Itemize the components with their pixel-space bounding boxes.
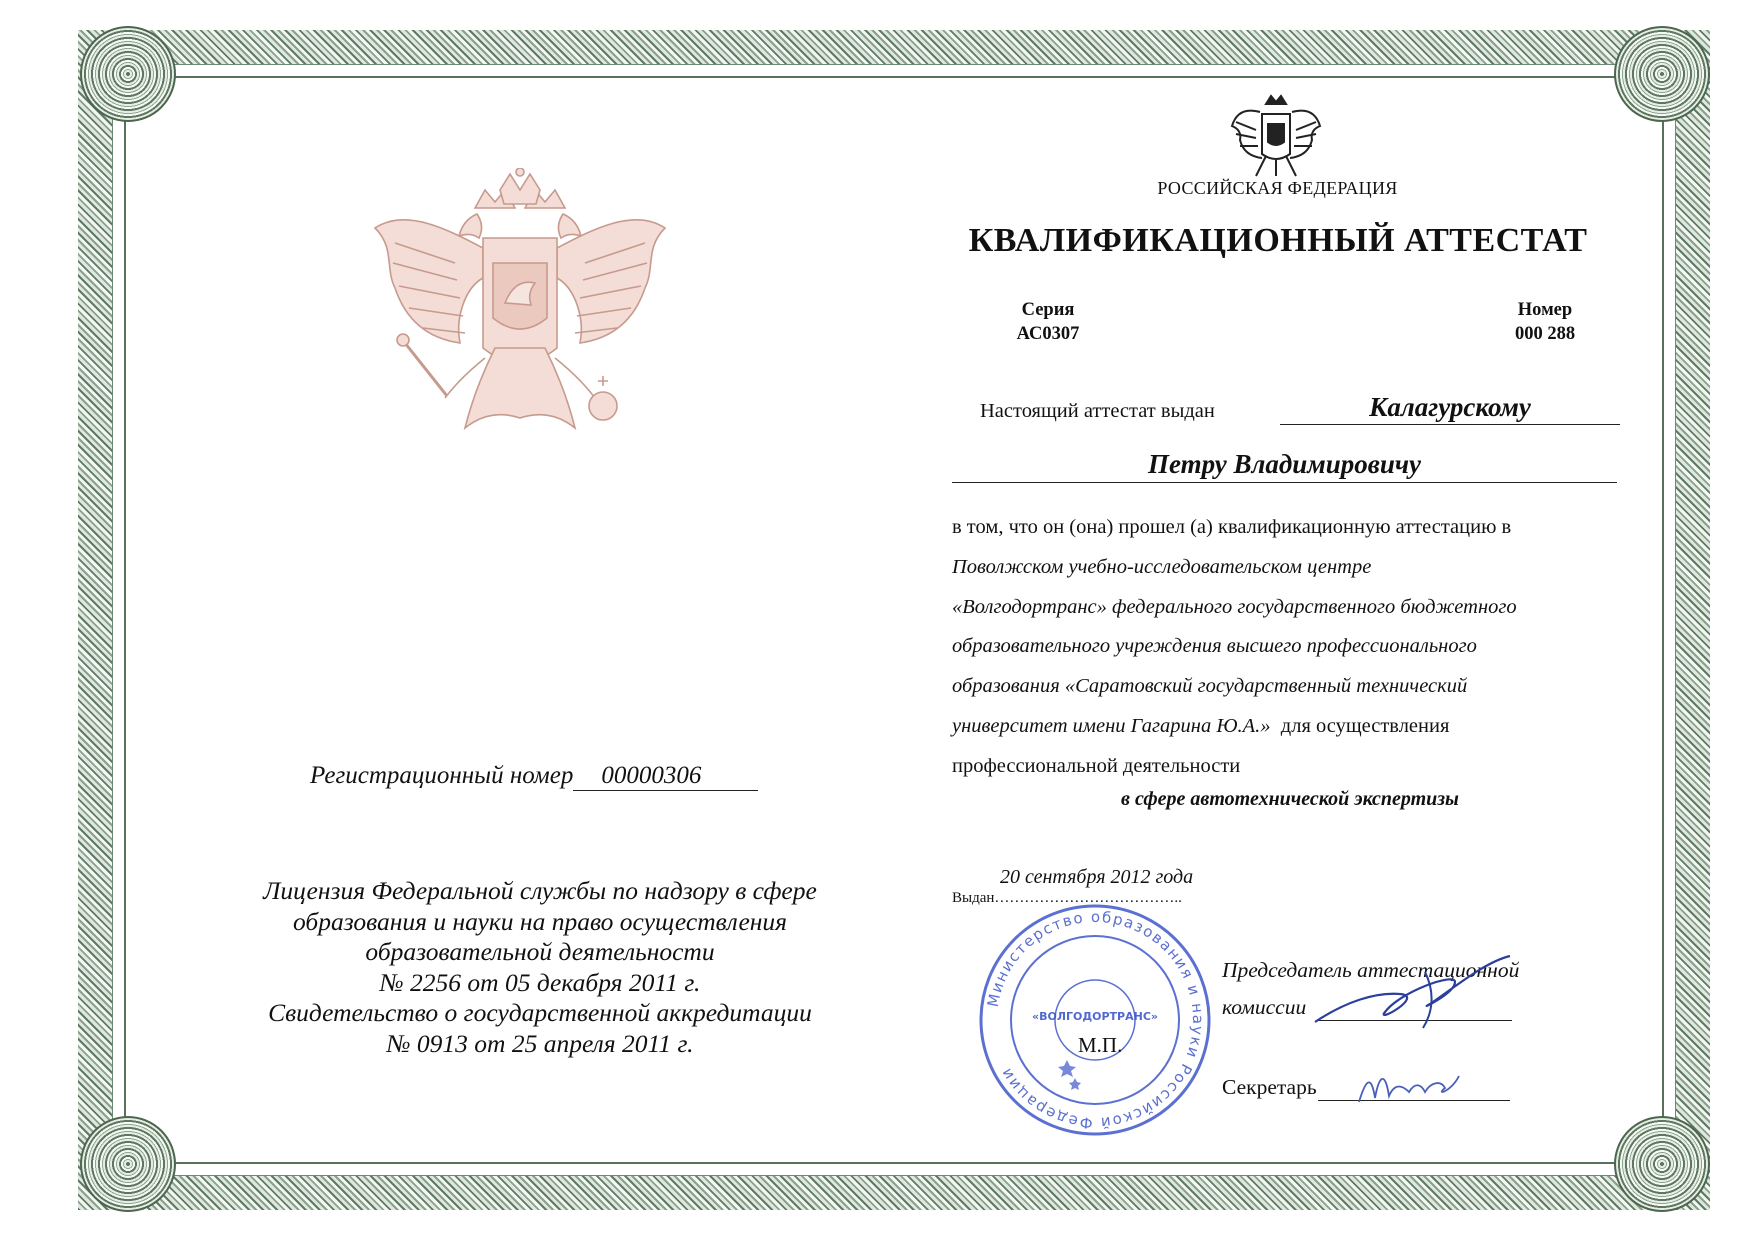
body-line: университет имени Гагарина Ю.А.» bbox=[952, 714, 1271, 737]
chairman-signature-icon bbox=[1305, 952, 1515, 1032]
license-line: № 2256 от 05 декабря 2011 г. bbox=[379, 967, 701, 997]
number-block bbox=[1480, 298, 1610, 346]
license-block bbox=[220, 876, 860, 1059]
issued-to-label: Настоящий аттестат выдан bbox=[980, 400, 1215, 422]
body-line-combined bbox=[952, 707, 1672, 747]
accreditation-line: Свидетельство о государственной аккредитации bbox=[268, 998, 812, 1027]
issue-date: 20 сентября 2012 года bbox=[1000, 866, 1194, 888]
corner-rosette-bottom-left bbox=[80, 1116, 176, 1212]
stamp-place-label: М.П. bbox=[1078, 1033, 1123, 1057]
license-line: Лицензия Федеральной службы по надзору в сфере bbox=[263, 876, 817, 905]
body-line: профессиональной деятельности bbox=[952, 754, 1241, 777]
registration-label: Регистрационный номер bbox=[310, 762, 574, 789]
number-value: 000 288 bbox=[1514, 324, 1576, 344]
country-name: РОССИЙСКАЯ ФЕДЕРАЦИЯ bbox=[1157, 178, 1398, 198]
body-line: образования «Саратовский государственный технический bbox=[952, 675, 1468, 698]
corner-rosette-bottom-right bbox=[1614, 1116, 1710, 1212]
chairman-title-line2: комиссии bbox=[1222, 995, 1307, 1019]
license-line: образования и науки на право осуществления bbox=[292, 906, 788, 936]
corner-rosette-top-right bbox=[1614, 26, 1710, 122]
registration-number bbox=[310, 762, 758, 791]
license-line: образовательной деятельности bbox=[365, 937, 715, 966]
emblem-icon bbox=[1230, 90, 1322, 182]
body-line: «Волгодортранс» федерального государственного бюджетного bbox=[952, 595, 1517, 618]
stamp-outer-text: Министерство образования и науки Российской Федерации bbox=[983, 907, 1208, 1133]
accreditation-line: № 0913 от 25 апреля 2011 г. bbox=[386, 1028, 694, 1058]
issued-by-line: Выдан……………………………….. bbox=[952, 890, 1182, 906]
holder-surname: Калагурскому bbox=[1280, 392, 1620, 425]
official-stamp-icon bbox=[975, 900, 1215, 1140]
chairman-title-line1: Председатель аттестационной bbox=[1222, 958, 1520, 982]
coat-of-arms-icon bbox=[365, 168, 675, 468]
body-line: Поволжском учебно-исследовательском центре bbox=[952, 555, 1372, 578]
stamp-center-text: «ВОЛГОДОРТРАНС» bbox=[1031, 1010, 1159, 1023]
series-value: АС0307 bbox=[1016, 324, 1080, 344]
number-label: Номер bbox=[1517, 300, 1573, 320]
document-title: КВАЛИФИКАЦИОННЫЙ АТТЕСТАТ bbox=[968, 222, 1588, 259]
holder-name: Петру Владимировичу bbox=[952, 448, 1617, 483]
secretary-signature-icon bbox=[1355, 1062, 1465, 1108]
body-line-tail: для осуществления bbox=[1270, 714, 1450, 737]
series-block bbox=[998, 298, 1098, 346]
body-line: образовательного учреждения высшего профессионального bbox=[952, 635, 1477, 658]
corner-rosette-top-left bbox=[80, 26, 176, 122]
series-label: Серия bbox=[1021, 300, 1075, 320]
body-line: в том, что он (она) прошел (а) квалификационную аттестацию в bbox=[952, 516, 1512, 538]
qualification-sphere: в сфере автотехнической экспертизы bbox=[1121, 788, 1459, 810]
registration-value: 00000306 bbox=[573, 762, 758, 791]
secretary-label: Секретарь bbox=[1222, 1075, 1317, 1099]
certificate-body bbox=[952, 508, 1672, 787]
